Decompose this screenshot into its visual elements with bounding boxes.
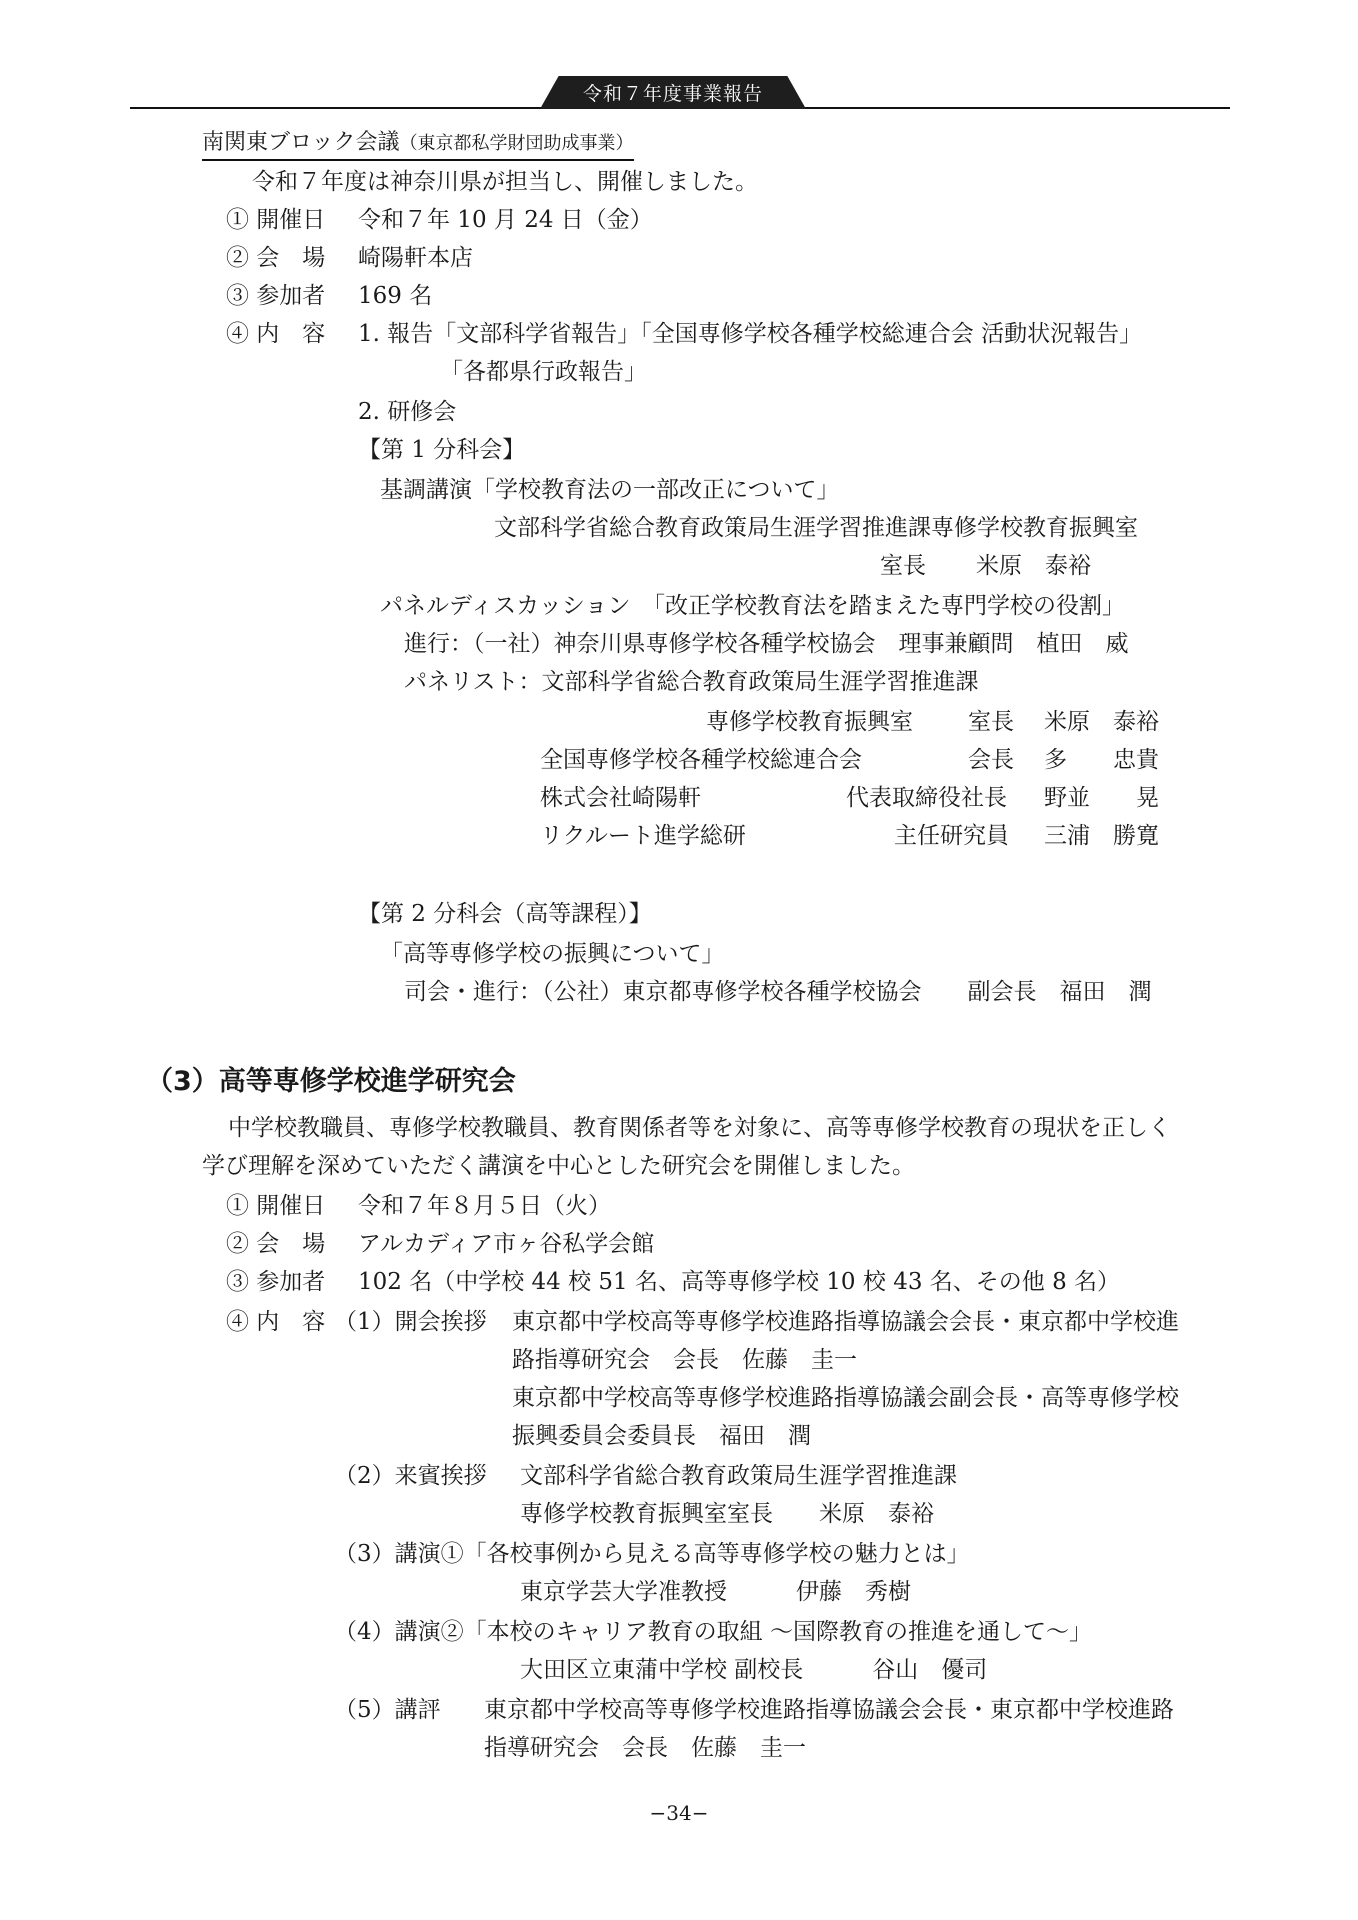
content-label: ④ 内 容 — [226, 321, 326, 347]
date-label: ① 開催日 — [226, 1193, 326, 1219]
content-label: ④ 内 容 — [226, 1309, 326, 1335]
venue-label: ② 会 場 — [226, 245, 326, 271]
program-item-text: 東京学芸大学准教授 伊藤 秀樹 — [520, 1579, 911, 1605]
subcommittee-2-theme: 「高等専修学校の振興について」 — [380, 941, 725, 967]
panelist-name: 多 忠貴 — [1044, 747, 1159, 773]
program-item-text: 東京都中学校高等専修学校進路指導協議会会長・東京都中学校進路 — [484, 1697, 1174, 1723]
date-value: 令和７年８月５日（火） — [358, 1193, 611, 1219]
panelist-role: 会長 — [968, 747, 1014, 773]
report-line-1: 1. 報告「文部科学省報告」「全国専修学校各種学校総連合会 活動状況報告」 — [358, 321, 1143, 347]
panelist-org: 専修学校教育振興室 — [706, 709, 913, 735]
keynote-title: 基調講演「学校教育法の一部改正について」 — [380, 477, 840, 503]
section-title: 南関東ブロック会議 — [202, 130, 400, 155]
program-item-text: 指導研究会 会長 佐藤 圭一 — [484, 1735, 806, 1761]
program-item-text: 専修学校教育振興室室長 米原 泰裕 — [520, 1501, 934, 1527]
program-item-label: （4）講演②「本校のキャリア教育の取組 〜国際教育の推進を通して〜」 — [334, 1619, 1092, 1645]
keynote-name: 米原 泰裕 — [976, 553, 1091, 579]
attendees-label: ③ 参加者 — [226, 1269, 326, 1295]
moderator-line: 進行：（一社）神奈川県専修学校各種学校協会 理事兼顧問 植田 威 — [404, 631, 1129, 657]
panelist-role: 主任研究員 — [894, 823, 1009, 849]
report-line-2: 「各都県行政報告」 — [440, 359, 647, 385]
subcommittee-2-host: 司会・進行：（公社）東京都専修学校各種学校協会 副会長 福田 潤 — [404, 979, 1152, 1005]
intro-text: 令和７年度は神奈川県が担当し、開催しました。 — [252, 169, 758, 195]
venue-value: アルカディア市ヶ谷私学会館 — [358, 1231, 655, 1257]
venue-label: ② 会 場 — [226, 1231, 326, 1257]
panelist-name: 三浦 勝寛 — [1044, 823, 1159, 849]
attendees-value: 102 名（中学校 44 校 51 名、高等専修学校 10 校 43 名、その他 8 名） — [358, 1269, 1121, 1295]
panelist-role: 室長 — [968, 709, 1014, 735]
keynote-role: 室長 — [880, 553, 926, 579]
program-item-text: 路指導研究会 会長 佐藤 圭一 — [512, 1347, 857, 1373]
panelist-role: 代表取締役社長 — [846, 785, 1007, 811]
panel-title: パネルディスカッション 「改正学校教育法を踏まえた専門学校の役割」 — [380, 593, 1125, 619]
panelist-org: リクルート進学総研 — [540, 823, 746, 849]
subcommittee-2-title: 【第 2 分科会（高等課程）】 — [358, 901, 652, 927]
program-item-text: 東京都中学校高等専修学校進路指導協議会会長・東京都中学校進 — [512, 1309, 1179, 1335]
panelist-label: パネリスト：文部科学省総合教育政策局生涯学習推進課 — [404, 669, 979, 695]
program-item-text: 振興委員会委員長 福田 潤 — [512, 1423, 811, 1449]
program-item-label: （1）開会挨拶 — [334, 1309, 487, 1335]
header-title: 令和７年度事業報告 — [582, 83, 763, 105]
attendees-label: ③ 参加者 — [226, 283, 326, 309]
section-heading — [202, 128, 634, 161]
date-label: ① 開催日 — [226, 207, 326, 233]
panelist-name: 米原 泰裕 — [1044, 709, 1159, 735]
intro-line-1: 中学校教職員、専修学校教職員、教育関係者等を対象に、高等専修学校教育の現状を正しく — [228, 1115, 1171, 1141]
panelist-org: 株式会社崎陽軒 — [540, 785, 701, 811]
attendees-value: 169 名 — [358, 283, 433, 309]
program-item-text: 大田区立東蒲中学校 副校長 谷山 優司 — [520, 1657, 988, 1683]
training-heading: 2. 研修会 — [358, 399, 457, 425]
section-3-heading: （3）高等専修学校進学研究会 — [146, 1066, 516, 1097]
intro-line-2: 学び理解を深めていただく講演を中心とした研究会を開催しました。 — [202, 1153, 915, 1179]
program-item-label: （5）講評 — [334, 1697, 441, 1723]
date-value: 令和７年 10 月 24 日（金） — [358, 207, 653, 233]
keynote-org: 文部科学省総合教育政策局生涯学習推進課専修学校教育振興室 — [494, 515, 1138, 541]
program-item-label: （2）来賓挨拶 — [334, 1463, 487, 1489]
program-item-text: 東京都中学校高等専修学校進路指導協議会副会長・高等専修学校 — [512, 1385, 1179, 1411]
panelist-name: 野並 晃 — [1044, 785, 1159, 811]
page-number: −34− — [649, 1801, 709, 1825]
subcommittee-1-title: 【第 1 分科会】 — [358, 437, 526, 463]
program-item-label: （3）講演①「各校事例から見える高等専修学校の魅力とは」 — [334, 1541, 970, 1567]
venue-value: 崎陽軒本店 — [358, 245, 473, 271]
program-item-text: 文部科学省総合教育政策局生涯学習推進課 — [520, 1463, 957, 1489]
panelist-org: 全国専修学校各種学校総連合会 — [540, 747, 862, 773]
section-title-note: （東京都私学財団助成事業） — [399, 133, 634, 154]
